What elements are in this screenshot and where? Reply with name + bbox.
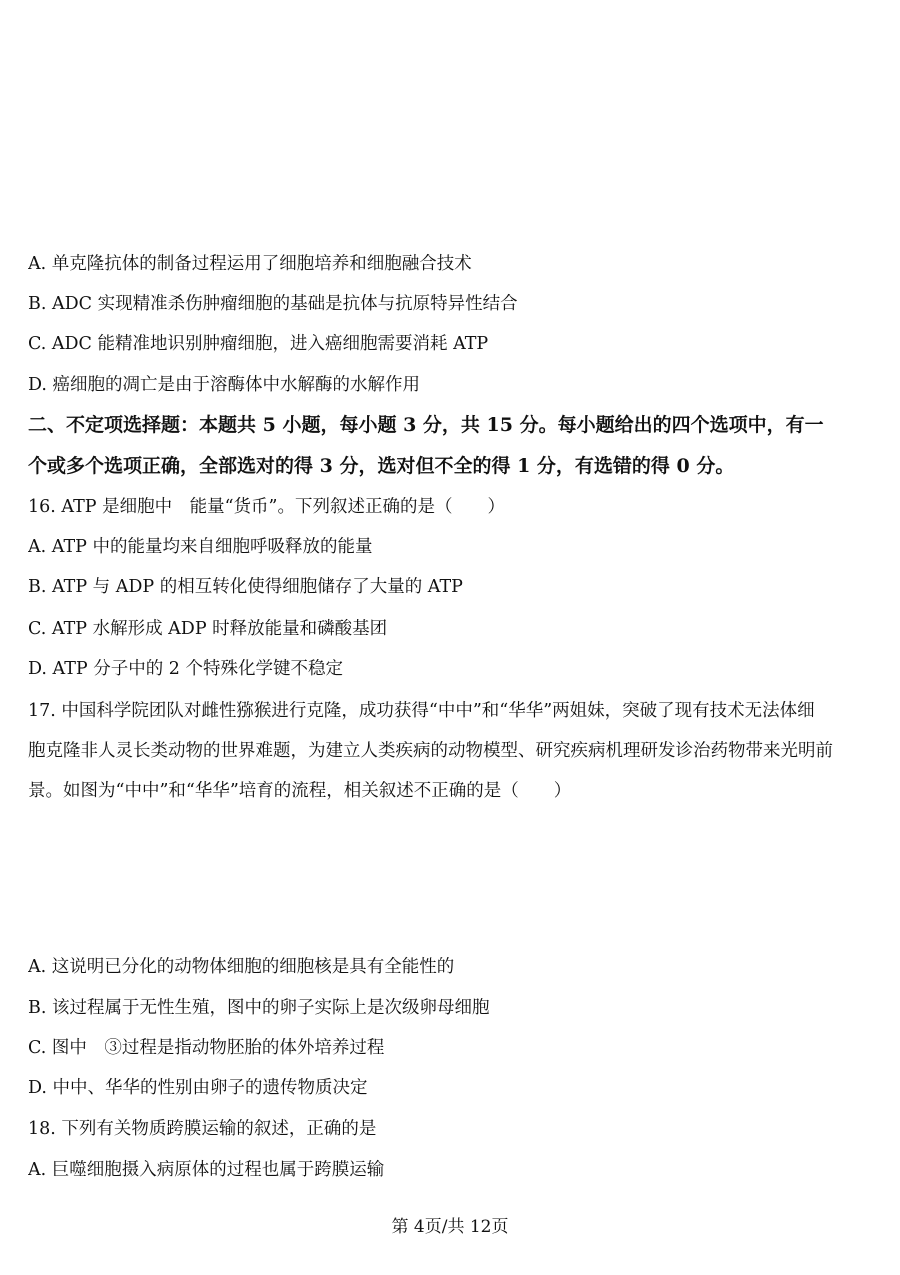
q15-option-b: B. ADC 实现精准杀伤肿瘤细胞的基础是抗体与抗原特异性结合 — [28, 294, 518, 314]
q17-option-c: C. 图中 ③过程是指动物胚胎的体外培养过程 — [28, 1038, 385, 1058]
page-footer-number: 第 4页/共 12页 — [391, 1217, 509, 1237]
q18-stem: 18. 下列有关物质跨膜运输的叙述，正确的是 — [28, 1119, 377, 1139]
q16-option-a: A. ATP 中的能量均来自细胞呼吸释放的能量 — [28, 537, 373, 557]
section-2-instructions-line-2: 个或多个选项正确，全部选对的得 3 分，选对但不全的得 1 分，有选错的得 0 分。 — [28, 455, 735, 477]
q15-option-d: D. 癌细胞的凋亡是由于溶酶体中水解酶的水解作用 — [28, 375, 421, 395]
q17-option-d: D. 中中、华华的性别由卵子的遗传物质决定 — [28, 1078, 368, 1098]
q18-option-a: A. 巨噬细胞摄入病原体的过程也属于跨膜运输 — [28, 1160, 385, 1180]
q16-option-c: C. ATP 水解形成 ADP 时释放能量和磷酸基团 — [28, 619, 388, 639]
q17-option-a: A. 这说明已分化的动物体细胞的细胞核是具有全能性的 — [28, 957, 455, 977]
q17-stem-line-2: 胞克隆非人灵长类动物的世界难题，为建立人类疾病的动物模型、研究疾病机理研发诊治药物带来光明前 — [28, 741, 833, 761]
q16-option-d: D. ATP 分子中的 2 个特殊化学键不稳定 — [28, 659, 343, 679]
q15-option-c: C. ADC 能精准地识别肿瘤细胞，进入癌细胞需要消耗 ATP — [28, 334, 489, 354]
q17-stem-line-3: 景。如图为“中中”和“华华”培育的流程，相关叙述不正确的是（ ） — [28, 781, 572, 801]
q17-option-b: B. 该过程属于无性生殖，图中的卵子实际上是次级卵母细胞 — [28, 998, 490, 1018]
q17-stem-line-1: 17. 中国科学院团队对雌性猕猴进行克隆，成功获得“中中”和“华华”两姐妹，突破了现有技术无法体细 — [28, 701, 815, 721]
q16-option-b: B. ATP 与 ADP 的相互转化使得细胞储存了大量的 ATP — [28, 577, 463, 597]
q15-option-a: A. 单克隆抗体的制备过程运用了细胞培养和细胞融合技术 — [28, 254, 472, 274]
section-2-instructions-line-1: 二、不定项选择题：本题共 5 小题，每小题 3 分，共 15 分。每小题给出的四个选项中，有一 — [28, 414, 824, 436]
q17-figure-placeholder — [28, 810, 878, 950]
q16-stem: 16. ATP 是细胞中 能量“货币”。下列叙述正确的是（ ） — [28, 497, 505, 517]
